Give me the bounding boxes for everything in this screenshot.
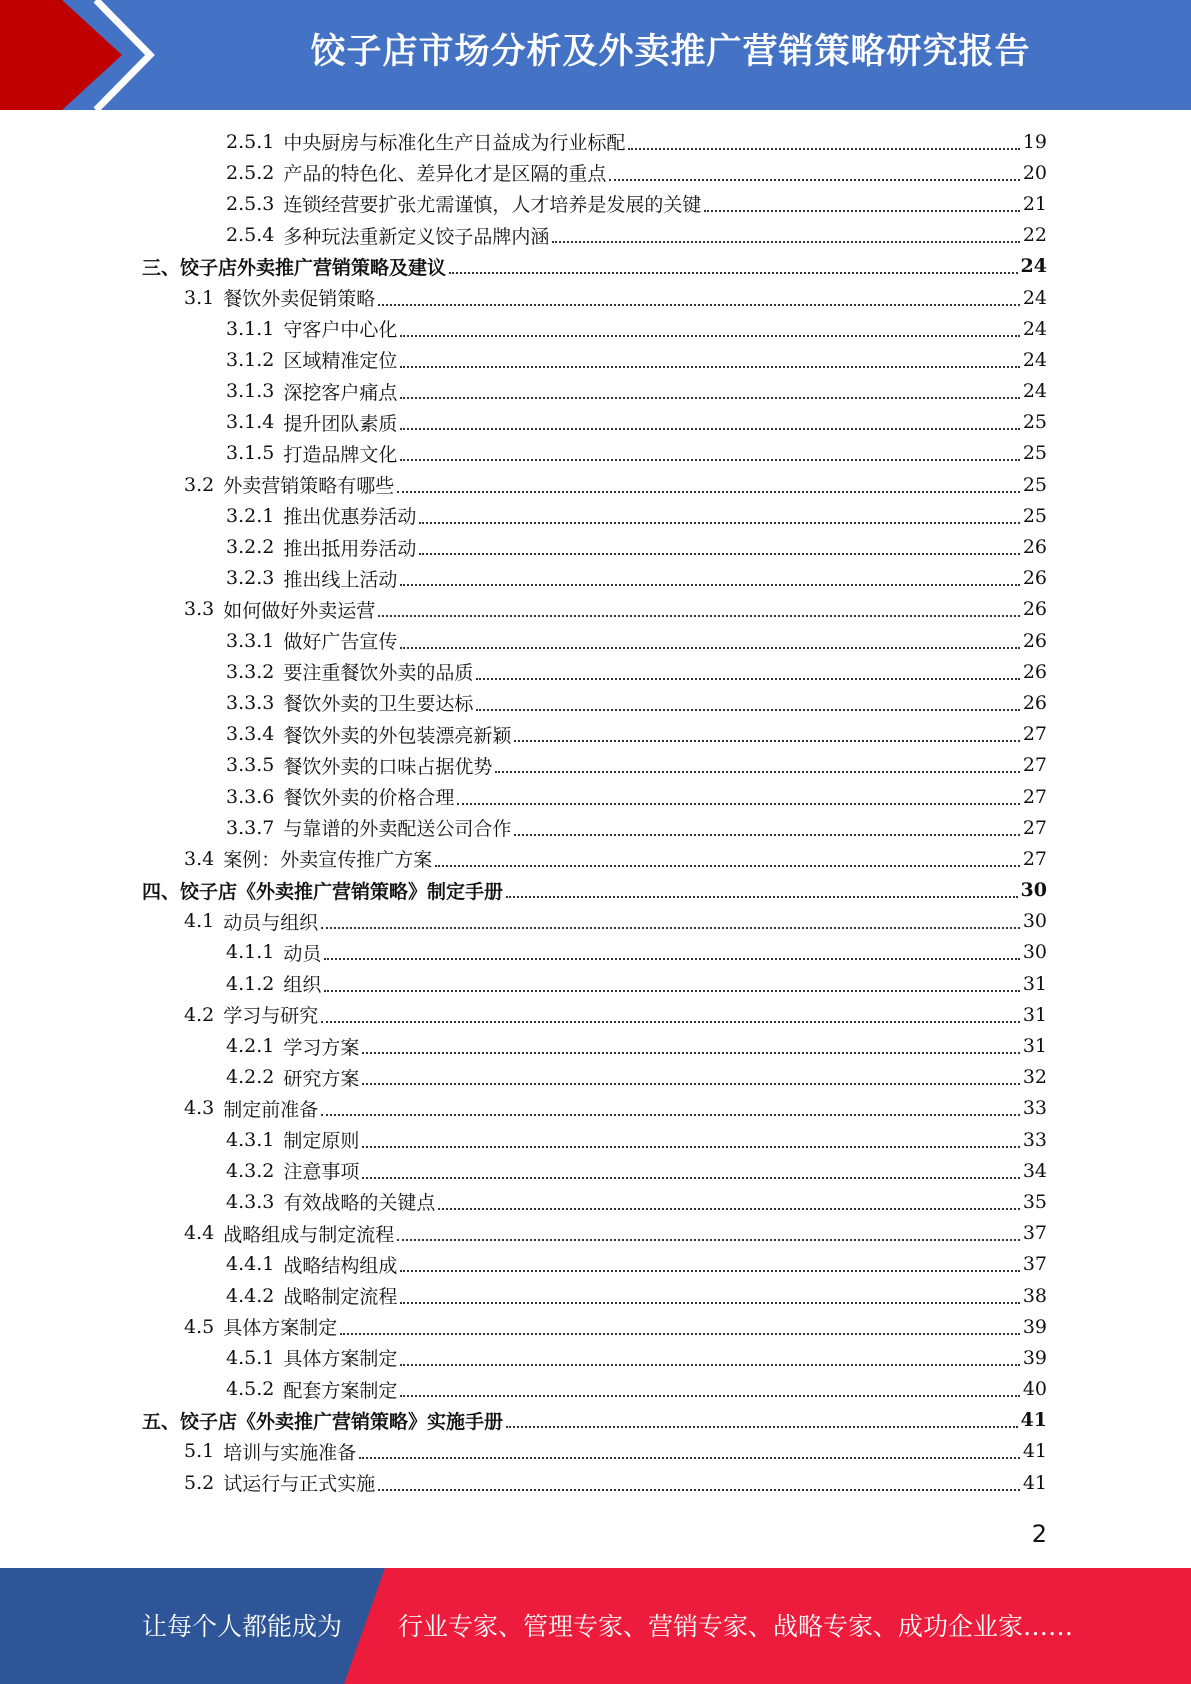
- toc-entry-title: 餐饮外卖促销策略: [223, 288, 376, 311]
- toc-dot-leader: [400, 397, 1019, 399]
- toc-entry-number: 4.4: [184, 1222, 215, 1245]
- toc-entry[interactable]: [0, 500, 1191, 531]
- toc-entry-number: 3.1.4: [226, 411, 275, 434]
- toc-entry-number: 3.1.1: [226, 317, 275, 340]
- toc-dot-leader: [449, 272, 1018, 274]
- toc-entry-page: 30: [1020, 879, 1047, 902]
- toc-entry-page: 27: [1022, 847, 1047, 870]
- toc-entry-number: 4.2.1: [226, 1035, 275, 1058]
- toc-entry-title: 有效战略的关键点: [283, 1192, 436, 1215]
- toc-entry-page: 32: [1022, 1066, 1047, 1089]
- toc-entry-title: 提升团队素质: [283, 412, 398, 435]
- toc-entry-page: 31: [1022, 972, 1047, 995]
- toc-entry-number: 4.1: [184, 910, 215, 933]
- toc-entry[interactable]: [0, 687, 1191, 718]
- toc-entry-page: 24: [1022, 348, 1047, 371]
- toc-entry-number: 3.4: [184, 847, 215, 870]
- toc-entry[interactable]: [0, 1093, 1191, 1124]
- toc-entry-title: 连锁经营要扩张尤需谨慎，人才培养是发展的关键: [283, 194, 702, 217]
- toc-dot-leader: [321, 927, 1020, 929]
- toc-entry-page: 30: [1022, 941, 1047, 964]
- toc-entry-number: 4.3.2: [226, 1159, 275, 1182]
- toc-dot-leader: [362, 1052, 1019, 1054]
- toc-entry-number: 4.4.2: [226, 1284, 275, 1307]
- toc-entry-page: 26: [1022, 536, 1047, 559]
- toc-entry-number: 5.2: [184, 1471, 215, 1494]
- toc-entry[interactable]: [0, 563, 1191, 594]
- toc-entry-title: 餐饮外卖的外包装漂亮新颖: [283, 724, 512, 747]
- toc-entry[interactable]: [0, 719, 1191, 750]
- toc-dot-leader: [378, 1489, 1020, 1491]
- toc-entry-title: 推出抵用券活动: [283, 537, 417, 560]
- toc-entry-number: 3.3.6: [226, 785, 275, 808]
- toc-entry-number: 4.5.1: [226, 1346, 275, 1369]
- toc-dot-leader: [400, 428, 1019, 430]
- toc-entry-title: 守客户中心化: [283, 319, 398, 342]
- toc-entry-page: 19: [1022, 130, 1047, 153]
- toc-entry-number: 3.1.2: [226, 348, 275, 371]
- toc-entry-page: 24: [1022, 380, 1047, 403]
- toc-dot-leader: [476, 678, 1019, 680]
- toc-entry-number: 4.3.1: [226, 1128, 275, 1151]
- toc-entry-number: 2.5.2: [226, 161, 275, 184]
- toc-entry-title: 如何做好外卖运营: [223, 599, 376, 622]
- toc-entry[interactable]: [0, 126, 1191, 157]
- toc-entry-page: 37: [1022, 1222, 1047, 1245]
- toc-entry-page: 41: [1020, 1409, 1047, 1432]
- toc-entry-title: 推出优惠券活动: [283, 506, 417, 529]
- toc-entry-title: 具体方案制定: [223, 1317, 338, 1340]
- toc-entry-page: 31: [1022, 1035, 1047, 1058]
- toc-dot-leader: [506, 896, 1018, 898]
- toc-entry-page: 26: [1022, 691, 1047, 714]
- toc-entry[interactable]: [0, 594, 1191, 625]
- toc-entry-page: 33: [1022, 1097, 1047, 1120]
- toc-entry[interactable]: [0, 1030, 1191, 1061]
- toc-entry[interactable]: [0, 843, 1191, 874]
- toc-entry-number: 4.2: [184, 1003, 215, 1026]
- toc-entry-title: 配套方案制定: [283, 1379, 398, 1402]
- toc-entry[interactable]: [0, 1436, 1191, 1467]
- toc-entry[interactable]: [0, 531, 1191, 562]
- toc-entry-page: 37: [1022, 1253, 1047, 1276]
- toc-entry-page: 26: [1022, 660, 1047, 683]
- toc-entry-page: 27: [1022, 785, 1047, 808]
- toc-entry-page: 26: [1022, 567, 1047, 590]
- toc-entry-number: 4.4.1: [226, 1253, 275, 1276]
- toc-entry-title: 五、饺子店《外卖推广营销策略》实施手册: [142, 1410, 504, 1433]
- toc-entry-page: 24: [1022, 317, 1047, 340]
- toc-entry[interactable]: [0, 188, 1191, 219]
- toc-entry-page: 27: [1022, 754, 1047, 777]
- table-of-contents: [0, 126, 1191, 1498]
- toc-entry-title: 与靠谱的外卖配送公司合作: [283, 818, 512, 841]
- toc-entry[interactable]: [0, 781, 1191, 812]
- toc-entry[interactable]: [0, 282, 1191, 313]
- toc-entry-number: 3.2: [184, 473, 215, 496]
- toc-entry-title: 动员与组织: [223, 911, 319, 934]
- toc-entry-title: 三、饺子店外卖推广营销策略及建议: [142, 256, 447, 279]
- toc-dot-leader: [457, 803, 1019, 805]
- toc-entry-number: 3.3.4: [226, 723, 275, 746]
- toc-entry-page: 41: [1022, 1440, 1047, 1463]
- toc-dot-leader: [362, 1083, 1019, 1085]
- toc-entry-number: 4.3: [184, 1097, 215, 1120]
- toc-dot-leader: [359, 1457, 1020, 1459]
- toc-entry[interactable]: [0, 1311, 1191, 1342]
- toc-dot-leader: [400, 335, 1019, 337]
- toc-entry[interactable]: [0, 906, 1191, 937]
- toc-entry-number: 3.3: [184, 598, 215, 621]
- toc-entry-title: 学习与研究: [223, 1005, 319, 1028]
- toc-entry[interactable]: [0, 968, 1191, 999]
- toc-entry-title: 案例：外卖宣传推广方案: [223, 849, 433, 872]
- toc-entry[interactable]: [0, 1062, 1191, 1093]
- toc-entry-number: 3.1.3: [226, 380, 275, 403]
- toc-dot-leader: [419, 553, 1019, 555]
- toc-entry-page: 26: [1022, 629, 1047, 652]
- toc-entry[interactable]: [0, 1186, 1191, 1217]
- toc-entry-number: 2.5.3: [226, 192, 275, 215]
- toc-entry-page: 31: [1022, 1003, 1047, 1026]
- toc-dot-leader: [378, 615, 1020, 617]
- toc-entry-page: 41: [1022, 1471, 1047, 1494]
- toc-dot-leader: [400, 366, 1019, 368]
- toc-dot-leader: [400, 459, 1019, 461]
- toc-dot-leader: [400, 1364, 1019, 1366]
- toc-dot-leader: [400, 584, 1019, 586]
- toc-entry-number: 2.5.4: [226, 224, 275, 247]
- toc-entry-page: 33: [1022, 1128, 1047, 1151]
- toc-entry[interactable]: [0, 1124, 1191, 1155]
- toc-entry[interactable]: [0, 1342, 1191, 1373]
- toc-entry[interactable]: [0, 1249, 1191, 1280]
- toc-entry-title: 产品的特色化、差异化才是区隔的重点: [283, 163, 607, 186]
- toc-dot-leader: [609, 179, 1019, 181]
- toc-entry-title: 餐饮外卖的价格合理: [283, 787, 455, 810]
- toc-entry-number: 3.3.3: [226, 691, 275, 714]
- toc-entry-number: 3.1.5: [226, 442, 275, 465]
- toc-entry[interactable]: [0, 344, 1191, 375]
- toc-entry-page: 20: [1022, 161, 1047, 184]
- toc-entry[interactable]: [0, 1405, 1191, 1436]
- toc-entry[interactable]: [0, 1218, 1191, 1249]
- toc-entry-page: 22: [1022, 224, 1047, 247]
- toc-entry[interactable]: [0, 999, 1191, 1030]
- toc-dot-leader: [628, 148, 1019, 150]
- toc-entry-title: 深挖客户痛点: [283, 381, 398, 404]
- toc-entry-title: 餐饮外卖的口味占据优势: [283, 755, 493, 778]
- toc-entry-page: 27: [1022, 723, 1047, 746]
- toc-entry[interactable]: [0, 251, 1191, 282]
- toc-entry-number: 4.3.3: [226, 1190, 275, 1213]
- toc-entry-page: 21: [1022, 192, 1047, 215]
- toc-entry-number: 5.1: [184, 1440, 215, 1463]
- toc-entry-number: 4.5: [184, 1315, 215, 1338]
- toc-entry-number: 3.2.2: [226, 536, 275, 559]
- toc-entry-title: 外卖营销策略有哪些: [223, 475, 395, 498]
- toc-entry-number: 3.1: [184, 286, 215, 309]
- footer-slogan: 让每个人都能成为: [142, 1612, 343, 1641]
- toc-entry-page: 24: [1022, 286, 1047, 309]
- toc-dot-leader: [340, 1333, 1020, 1335]
- toc-dot-leader: [321, 1021, 1020, 1023]
- toc-entry-page: 38: [1022, 1284, 1047, 1307]
- toc-entry[interactable]: [0, 376, 1191, 407]
- toc-entry[interactable]: [0, 1280, 1191, 1311]
- toc-entry-page: 39: [1022, 1315, 1047, 1338]
- toc-dot-leader: [552, 241, 1019, 243]
- toc-entry-page: 30: [1022, 910, 1047, 933]
- toc-entry-page: 35: [1022, 1190, 1047, 1213]
- toc-entry-number: 3.2.3: [226, 567, 275, 590]
- toc-entry-title: 推出线上活动: [283, 568, 398, 591]
- toc-dot-leader: [362, 1146, 1019, 1148]
- toc-entry-number: 3.3.7: [226, 816, 275, 839]
- toc-dot-leader: [378, 304, 1020, 306]
- toc-entry[interactable]: [0, 313, 1191, 344]
- toc-entry-title: 多种玩法重新定义饺子品牌内涵: [283, 225, 550, 248]
- toc-entry-page: 25: [1022, 473, 1047, 496]
- toc-entry[interactable]: [0, 750, 1191, 781]
- toc-dot-leader: [324, 990, 1019, 992]
- toc-entry-number: 4.1.2: [226, 972, 275, 995]
- toc-entry-title: 制定原则: [283, 1130, 360, 1153]
- toc-entry[interactable]: [0, 1467, 1191, 1498]
- toc-dot-leader: [400, 647, 1019, 649]
- page-number: 2: [1031, 1520, 1047, 1548]
- toc-entry-page: 25: [1022, 504, 1047, 527]
- page-header: [0, 0, 1191, 110]
- toc-dot-leader: [397, 491, 1020, 493]
- toc-entry-title: 战略制定流程: [283, 1286, 398, 1309]
- toc-entry[interactable]: [0, 937, 1191, 968]
- toc-entry-number: 3.3.2: [226, 660, 275, 683]
- toc-entry[interactable]: [0, 1155, 1191, 1186]
- toc-entry-title: 具体方案制定: [283, 1348, 398, 1371]
- toc-entry-number: 3.3.1: [226, 629, 275, 652]
- toc-entry-page: 25: [1022, 411, 1047, 434]
- toc-entry-number: 4.5.2: [226, 1378, 275, 1401]
- toc-entry-number: 3.3.5: [226, 754, 275, 777]
- page-footer: [0, 1568, 1191, 1684]
- toc-dot-leader: [704, 210, 1019, 212]
- toc-dot-leader: [514, 834, 1019, 836]
- toc-entry-title: 要注重餐饮外卖的品质: [283, 662, 474, 685]
- header-title: 饺子店市场分析及外卖推广营销策略研究报告: [310, 32, 1031, 72]
- toc-entry-title: 战略结构组成: [283, 1254, 398, 1277]
- toc-entry-page: 27: [1022, 816, 1047, 839]
- toc-entry-page: 40: [1022, 1378, 1047, 1401]
- toc-entry[interactable]: [0, 656, 1191, 687]
- toc-entry-title: 餐饮外卖的卫生要达标: [283, 693, 474, 716]
- toc-entry-title: 注意事项: [283, 1161, 360, 1184]
- toc-dot-leader: [400, 1302, 1019, 1304]
- toc-entry[interactable]: [0, 469, 1191, 500]
- toc-entry-number: 2.5.1: [226, 130, 275, 153]
- toc-dot-leader: [321, 1114, 1020, 1116]
- toc-dot-leader: [397, 1239, 1020, 1241]
- toc-entry-title: 区域精准定位: [283, 350, 398, 373]
- toc-entry-page: 24: [1020, 255, 1047, 278]
- toc-dot-leader: [506, 1426, 1018, 1428]
- header-red-chevron: [0, 0, 122, 110]
- toc-dot-leader: [476, 709, 1019, 711]
- toc-entry-page: 39: [1022, 1346, 1047, 1369]
- toc-entry[interactable]: [0, 157, 1191, 188]
- toc-dot-leader: [362, 1177, 1019, 1179]
- toc-dot-leader: [400, 1395, 1019, 1397]
- toc-entry-title: 制定前准备: [223, 1098, 319, 1121]
- toc-dot-leader: [495, 771, 1019, 773]
- toc-entry-number: 4.1.1: [226, 941, 275, 964]
- toc-entry[interactable]: [0, 875, 1191, 906]
- toc-entry-title: 中央厨房与标准化生产日益成为行业标配: [283, 132, 626, 155]
- toc-entry[interactable]: [0, 1374, 1191, 1405]
- toc-entry-page: 26: [1022, 598, 1047, 621]
- toc-entry-page: 34: [1022, 1159, 1047, 1182]
- toc-entry-title: 学习方案: [283, 1036, 360, 1059]
- footer-roles: 行业专家、管理专家、营销专家、战略专家、成功企业家……: [398, 1612, 1074, 1641]
- toc-entry-title: 试运行与正式实施: [223, 1473, 376, 1496]
- toc-entry-title: 打造品牌文化: [283, 443, 398, 466]
- toc-entry-title: 做好广告宣传: [283, 631, 398, 654]
- toc-entry-number: 4.2.2: [226, 1066, 275, 1089]
- toc-entry[interactable]: [0, 625, 1191, 656]
- toc-dot-leader: [400, 1270, 1019, 1272]
- toc-entry-page: 25: [1022, 442, 1047, 465]
- toc-dot-leader: [435, 865, 1020, 867]
- toc-entry[interactable]: [0, 438, 1191, 469]
- toc-entry-title: 培训与实施准备: [223, 1441, 357, 1464]
- toc-entry-title: 四、饺子店《外卖推广营销策略》制定手册: [142, 880, 504, 903]
- toc-dot-leader: [419, 522, 1019, 524]
- toc-dot-leader: [324, 958, 1019, 960]
- toc-dot-leader: [438, 1208, 1019, 1210]
- toc-entry-title: 研究方案: [283, 1067, 360, 1090]
- toc-entry-number: 3.2.1: [226, 504, 275, 527]
- toc-entry-title: 组织: [283, 974, 322, 997]
- toc-entry[interactable]: [0, 220, 1191, 251]
- toc-entry[interactable]: [0, 812, 1191, 843]
- toc-entry-title: 战略组成与制定流程: [223, 1223, 395, 1246]
- toc-dot-leader: [514, 740, 1019, 742]
- toc-entry-title: 动员: [283, 942, 322, 965]
- toc-entry[interactable]: [0, 407, 1191, 438]
